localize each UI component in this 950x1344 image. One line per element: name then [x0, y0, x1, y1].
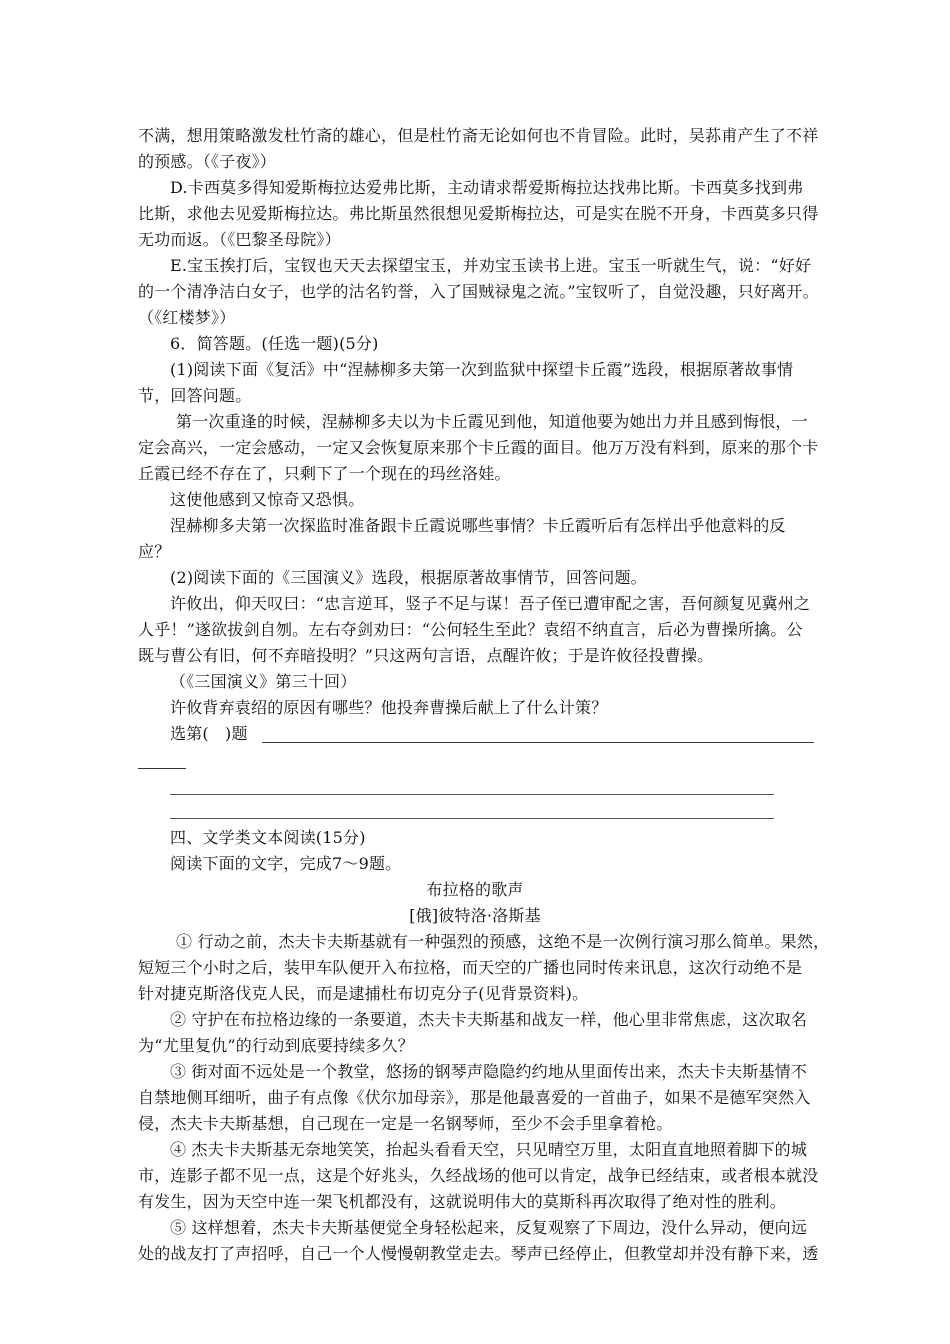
- answer-line: [170, 818, 774, 819]
- subquestion-1: (1)阅读下面《复活》中“涅赫柳多夫第一次到监狱中探望卡丘霞”选段，根据原著故事情: [170, 360, 794, 379]
- paragraph-line: ③ 街对面不远处是一个教堂，悠扬的钢琴声隐隐约约地从里面传出来，杰夫卡夫斯基情不: [170, 1062, 808, 1081]
- text-line: 节，回答问题。: [138, 386, 252, 405]
- excerpt-line: 人乎！”遂欲拔剑自刎。左右夺剑劝曰：“公何轻生至此？袁绍不纳直言，后必为曹操所擒。公: [138, 620, 803, 639]
- question-6-heading: 6．简答题。(任选一题)(5分): [170, 334, 379, 353]
- paragraph-line: ④ 杰夫卡夫斯基无奈地笑笑，抬起头看看天空，只见晴空万里，太阳直直地照着脚下的城: [170, 1140, 808, 1159]
- answer-line: [262, 742, 814, 743]
- paragraph-line: 侵，杰夫卡夫斯基想，自己现在一定是一名钢琴师，至少不会手里拿着枪。: [138, 1114, 673, 1133]
- answer-line: [170, 794, 774, 795]
- excerpt-source: （《三国演义》第三十回）: [170, 672, 357, 691]
- option-d-line: D.卡西莫多得知爱斯梅拉达爱弗比斯，主动请求帮爱斯梅拉达找弗比斯。卡西莫多找到弗: [170, 178, 804, 197]
- question-line: 应？: [138, 542, 171, 561]
- excerpt-line: 第一次重逢的时候，涅赫柳多夫以为卡丘霞见到他，知道他要为她出力并且感到悔恨，一: [176, 412, 808, 431]
- paragraph-line: 为“尤里复仇”的行动到底要持续多久？: [138, 1036, 414, 1055]
- excerpt-line: 许攸出，仰天叹曰：“忠言逆耳，竖子不足与谋！吾子侄已遭审配之害，吾何颜复见冀州之: [170, 594, 811, 613]
- text-line: 的一个清净洁白女子，也学的沽名钓誉，入了国贼禄鬼之流。”宝钗听了，自觉没趣，只好离开。: [138, 282, 819, 301]
- answer-choice-label: 选第( )题: [170, 724, 248, 743]
- text-line: 的预感。（《子夜》）: [138, 152, 277, 171]
- section-heading: 四、文学类文本阅读(15分): [170, 828, 366, 847]
- excerpt-line: 丘霞已经不存在了，只剩下了一个现在的玛丝洛娃。: [138, 464, 511, 483]
- paragraph-line: 有发生，因为天空中连一架飞机都没有，这就说明伟大的莫斯科再次取得了绝对性的胜利。: [138, 1192, 787, 1211]
- text-line: 不满，想用策略激发杜竹斋的雄心，但是杜竹斋无论如何也不肯冒险。此时，吴荪甫产生了不祥: [138, 126, 819, 145]
- paragraph-line: 短短三个小时之后，装甲车队便开入布拉格，而天空的广播也同时传来讯息，这次行动绝不是: [138, 958, 803, 977]
- story-title: 布拉格的歌声: [426, 880, 524, 899]
- subquestion-2: (2)阅读下面的《三国演义》选段，根据原著故事情节，回答问题。: [170, 568, 647, 587]
- paragraph-line: 处的战友打了声招呼，自己一个人慢慢朝教堂走去。琴声已经停止，但教堂却并没有静下来，透: [138, 1244, 819, 1263]
- story-author: [俄]彼特洛·洛斯基: [409, 906, 541, 925]
- answer-line: [138, 768, 186, 769]
- text-line: 无功而返。（《巴黎圣母院》）: [138, 230, 341, 249]
- question-line: 许攸背弃袁绍的原因有哪些？他投奔曹操后献上了什么计策？: [170, 698, 608, 717]
- excerpt-line: 这使他感到又惊奇又恐惧。: [170, 490, 365, 509]
- paragraph-line: ① 行动之前，杰夫卡夫斯基就有一种强烈的预感，这绝不是一次例行演习那么简单。果然，: [176, 932, 830, 951]
- paragraph-line: 市，连影子都不见一点，这是个好兆头，久经战场的他可以肯定，战争已经结束，或者根本就没: [138, 1166, 819, 1185]
- excerpt-line: 定会高兴，一定会感动，一定又会恢复原来那个卡丘霞的面目。他万万没有料到，原来的那个卡: [138, 438, 819, 457]
- text-line: （《红楼梦》）: [138, 308, 236, 327]
- text-line: 比斯，求他去见爱斯梅拉达。弗比斯虽然很想见爱斯梅拉达，可是实在脱不开身，卡西莫多只得: [138, 204, 819, 223]
- paragraph-line: 针对捷克斯洛伐克人民，而是逮捕杜布切克分子(见背景资料)。: [138, 984, 589, 1003]
- paragraph-line: 自禁地侧耳细听，曲子有点像《伏尔加母亲》，那是他最喜爱的一首曲子，如果不是德军突然入: [138, 1088, 811, 1107]
- instruction-line: 阅读下面的文字，完成7～9题。: [170, 854, 402, 873]
- question-line: 涅赫柳多夫第一次探监时准备跟卡丘霞说哪些事情？卡丘霞听后有怎样出乎他意料的反: [170, 516, 786, 535]
- excerpt-line: 既与曹公有旧，何不弃暗投明？”只这两句言语，点醒许攸；于是许攸径投曹操。: [138, 646, 714, 665]
- paragraph-line: ② 守护在布拉格边缘的一条要道，杰夫卡夫斯基和战友一样，他心里非常焦虑，这次取名: [170, 1010, 808, 1029]
- paragraph-line: ⑤ 这样想着，杰夫卡夫斯基便觉全身轻松起来，反复观察了下周边，没什么异动，便向远: [170, 1218, 808, 1237]
- option-e-line: E.宝玉挨打后，宝钗也天天去探望宝玉，并劝宝玉读书上进。宝玉一听就生气，说：“好好: [170, 256, 812, 275]
